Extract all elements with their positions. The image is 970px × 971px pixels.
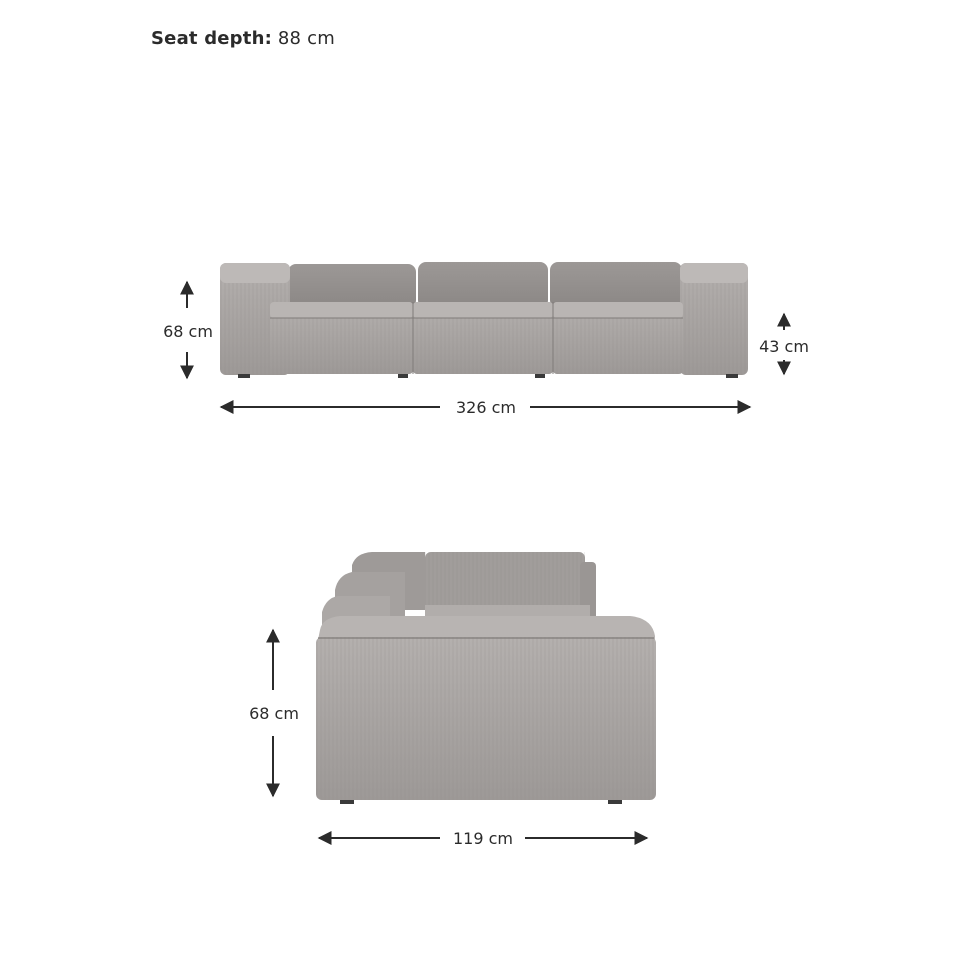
seat-depth-label: Seat depth: (151, 28, 272, 49)
seat-depth-value: 88 cm (277, 28, 335, 49)
front-width-dimension (221, 398, 750, 417)
back-cushion-middle (418, 262, 548, 308)
front-height-dimension (163, 282, 213, 378)
seat-height-label: 43 cm (759, 337, 809, 356)
front-width-label: 326 cm (455, 398, 517, 417)
side-arm-top (318, 616, 655, 640)
side-view-sofa (316, 552, 656, 804)
back-cushion-left (288, 264, 416, 308)
side-height-label: 68 cm (249, 704, 299, 723)
side-depth-label: 119 cm (452, 829, 514, 848)
back-cushion-right (550, 262, 682, 308)
seat-height-dimension (759, 314, 809, 374)
side-depth-dimension (319, 829, 647, 848)
front-view-sofa (220, 262, 748, 378)
side-height-dimension (249, 630, 299, 796)
front-height-label: 68 cm (163, 322, 213, 341)
